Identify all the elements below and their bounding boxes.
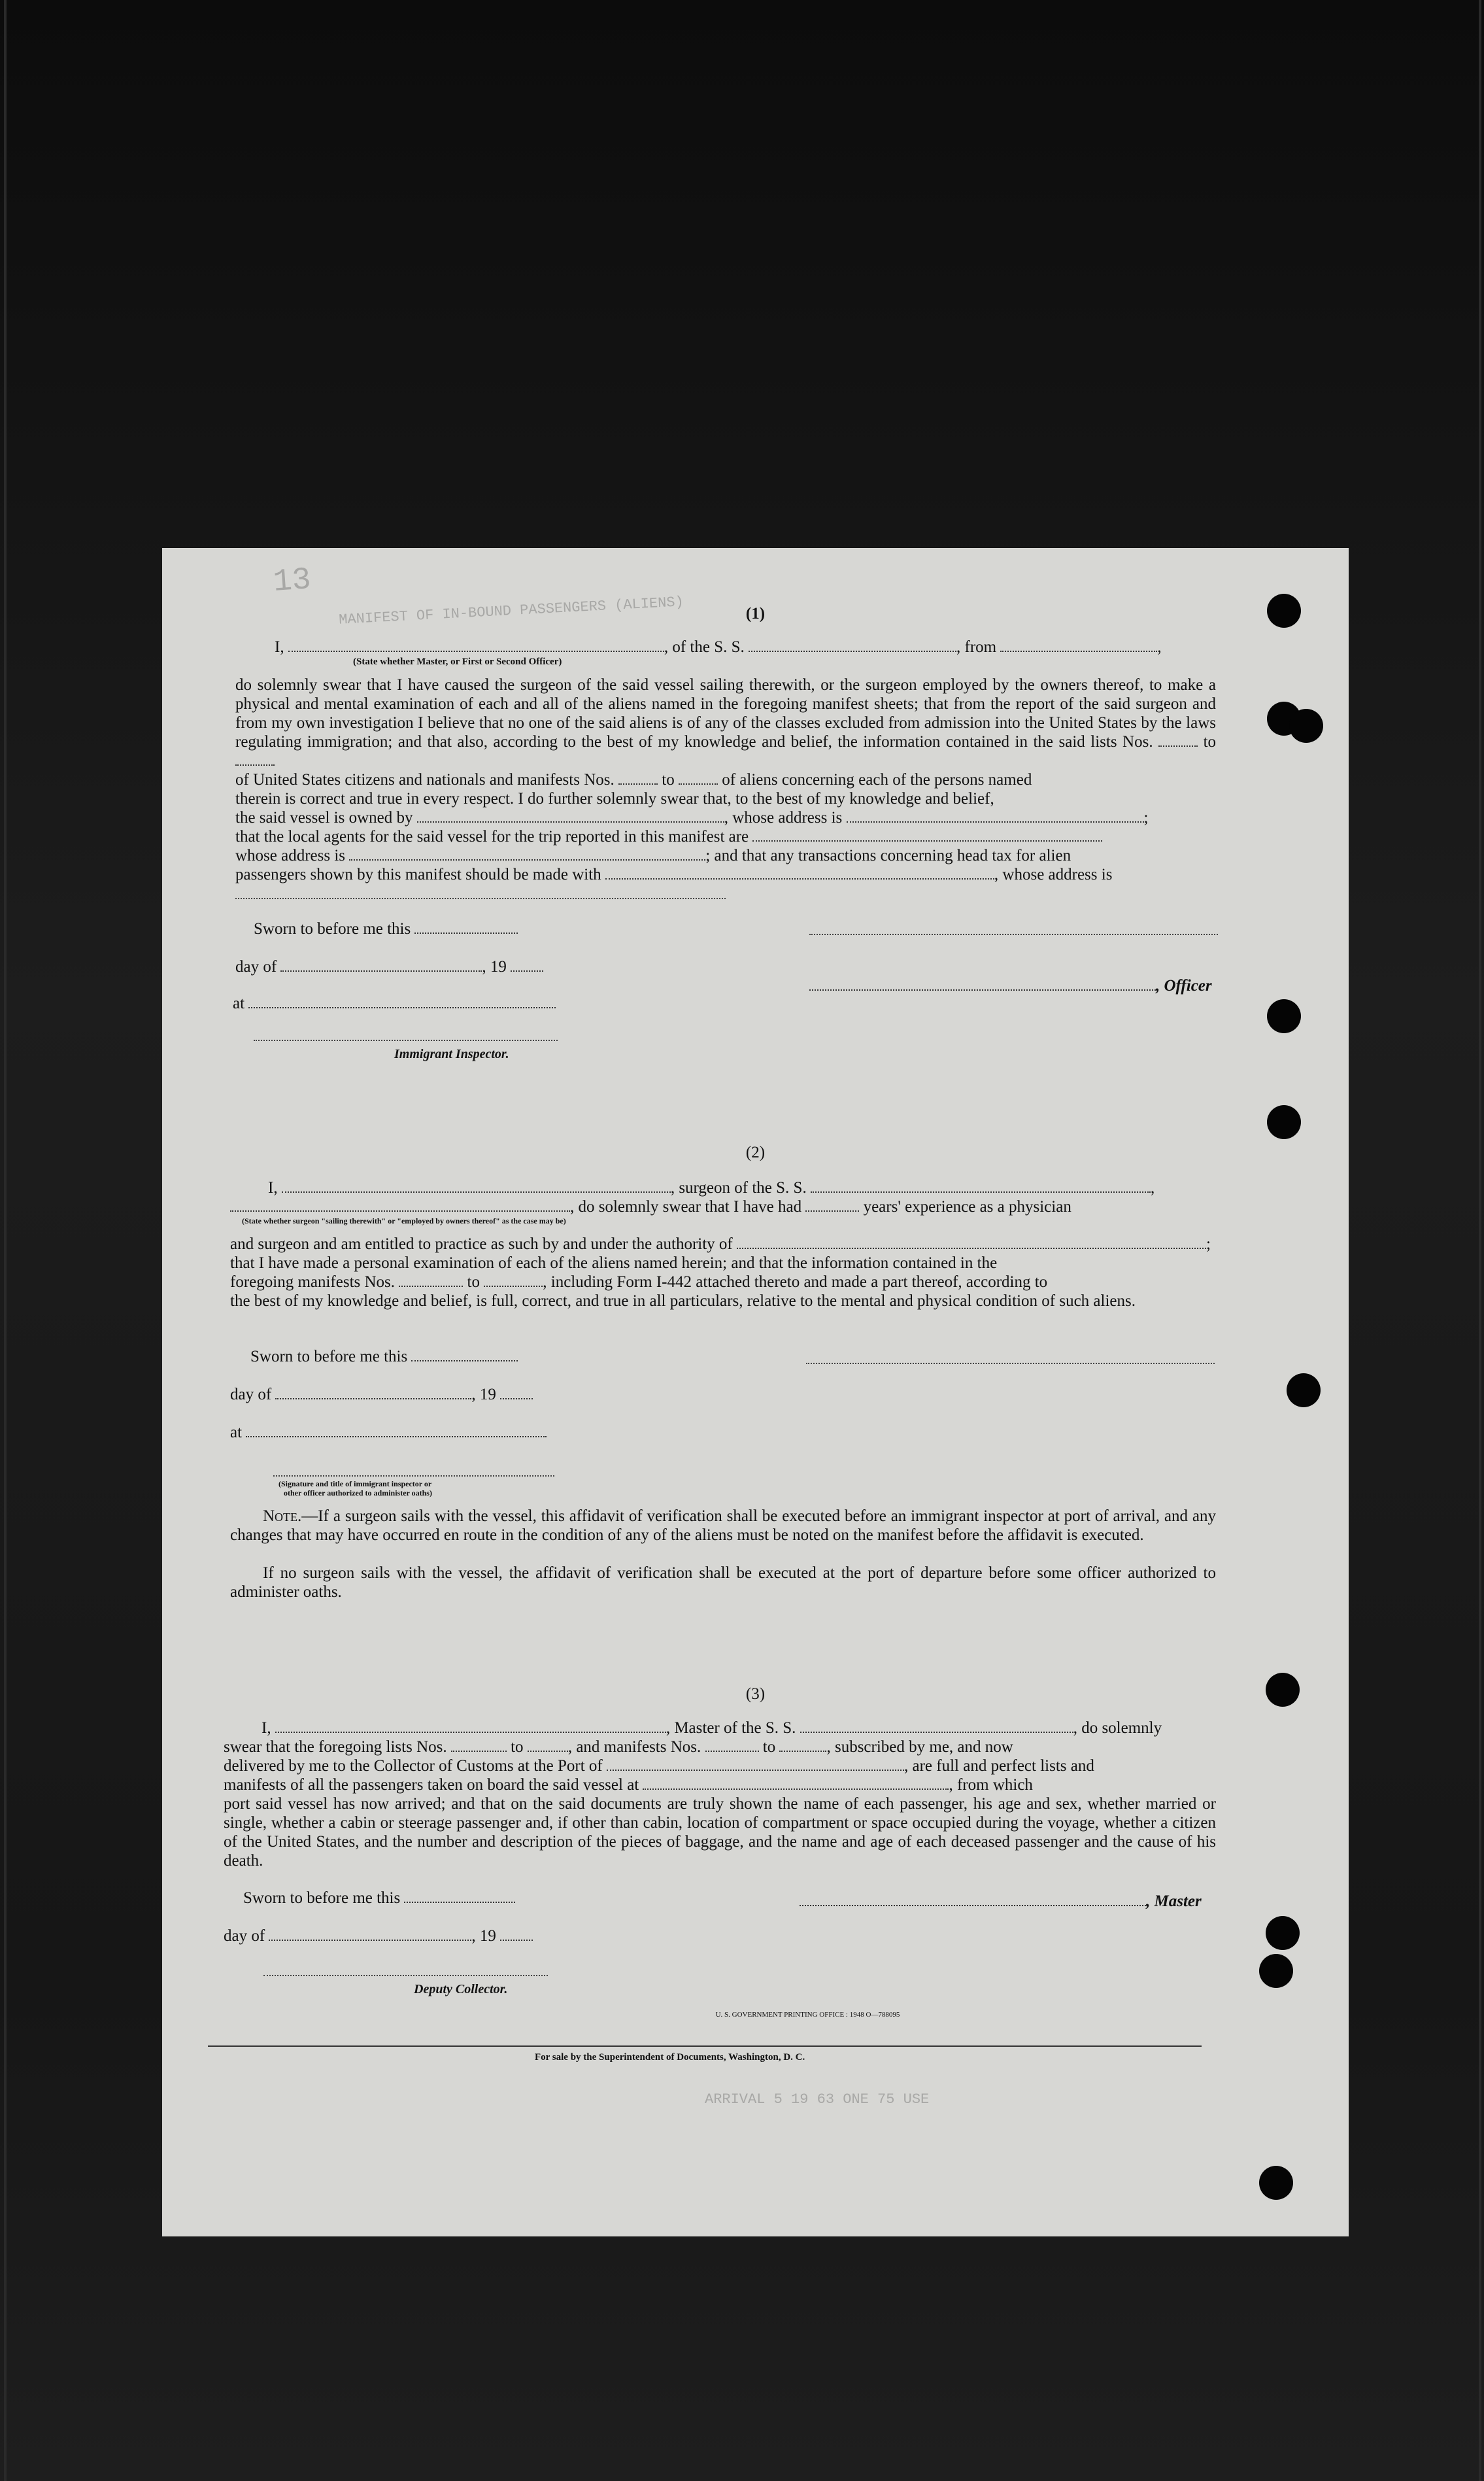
head-tax-address-field[interactable] (235, 897, 726, 899)
section-3-number: (3) (745, 1685, 766, 1703)
s2-sig-caption-2: other officer authorized to administer oaths) (284, 1488, 432, 1497)
punch-hole (1289, 709, 1323, 743)
s2-sworn-day-field[interactable] (411, 1348, 518, 1361)
manifests-from-field[interactable] (618, 772, 658, 785)
s3-day-of-line: day of , 19 (224, 1926, 533, 1945)
s3-lists-to-field[interactable] (528, 1739, 568, 1752)
master-name-field[interactable] (288, 639, 664, 652)
manifests-to-field[interactable] (679, 772, 718, 785)
frame-edge-left (4, 0, 7, 2481)
document-sheet (162, 548, 1349, 2236)
s3-deputy-caption: Deputy Collector. (414, 1982, 508, 1996)
punch-hole (1267, 999, 1301, 1033)
s1-whose-line: whose address is ; and that any transactions concerning head tax for alien (235, 847, 1071, 864)
punch-hole (1266, 1916, 1300, 1950)
s3-master-name-field[interactable] (275, 1720, 666, 1733)
s2-note-paragraph: Note.—If a surgeon sails with the vessel, this affidavit of verification shall be executed before an immigrant inspector at port of arrival, and any changes that may have occurred en route in the condition of any of the aliens must be noted on the manifest before the affidavit is executed. (230, 1507, 1216, 1544)
s3-line1: I, , Master of the S. S. , do solemnly (261, 1719, 1162, 1737)
s3-master-line: , Master (800, 1892, 1202, 1911)
s3-vessel-name-field[interactable] (800, 1720, 1073, 1733)
s3-manifests-from-field[interactable] (705, 1739, 759, 1752)
s1-line1: I, , of the S. S. , from , (275, 638, 1162, 656)
s1-officer-signature-field[interactable] (809, 978, 1156, 991)
gpo-imprint: U. S. GOVERNMENT PRINTING OFFICE : 1948 O—788095 (715, 2011, 900, 2019)
s3-lists-from-field[interactable] (451, 1739, 507, 1752)
local-agents-field[interactable] (752, 829, 1102, 842)
s1-body-paragraph: do solemnly swear that I have caused the surgeon of the said vessel sailing therewith, or the surgeon employed by the owners thereof, to make a physical and mental examination of each and all of the aliens named in the foregoing manifest sheets; that from the report of the said surgeon and from my own investigation I believe that no one of the said aliens is of any of the classes excluded from admission into the United States by the laws regulating immigration; and that also, according to the best of my knowledge and belief, the information contained in the said lists Nos. to (235, 676, 1216, 770)
s1-i-label: I, (275, 638, 284, 656)
surgeon-name-field[interactable] (282, 1180, 671, 1193)
s3-year-field[interactable] (500, 1928, 533, 1941)
s1-therein-line: therein is correct and true in every respect. I do further solemnly swear that, to the best of my knowledge and belief, (235, 790, 994, 808)
note-label: Note. (263, 1507, 302, 1525)
s1-passengers-line: passengers shown by this manifest should be made with , whose address is (235, 866, 1113, 883)
ghost-rear-stamp: ARRIVAL 5 19 63 ONE 75 USE (705, 2091, 930, 2108)
customs-port-field[interactable] (607, 1758, 904, 1771)
s1-officer-signature-line-top[interactable] (809, 933, 1218, 935)
s1-sworn-line: Sworn to before me this (254, 919, 518, 938)
s1-place-field[interactable] (248, 995, 556, 1008)
s2-foregoing-line: foregoing manifests Nos. to , including Form I-442 attached thereto and made a part thereof, according to (230, 1273, 1048, 1291)
head-tax-party-field[interactable] (605, 866, 994, 880)
punch-hole (1287, 1373, 1321, 1407)
s1-agents-line: that the local agents for the said vessel for the trip reported in this manifest are (235, 827, 1102, 846)
punch-hole (1267, 1105, 1301, 1139)
punch-hole (1259, 1954, 1293, 1988)
s1-of-ss-label: , of the S. S. (664, 638, 745, 656)
s1-year-field[interactable] (511, 959, 543, 972)
s1-from-label: , from (956, 638, 997, 656)
s1-month-field[interactable] (280, 959, 482, 972)
s2-line2: , do solemnly swear that I have had years' experience as a physician (230, 1197, 1071, 1216)
s3-month-field[interactable] (269, 1928, 471, 1941)
s2-at-line: at (230, 1423, 547, 1442)
s2-manifests-from-field[interactable] (399, 1274, 463, 1287)
s1-day-of-line: day of , 19 (235, 957, 543, 976)
s3-manifests-to-field[interactable] (779, 1739, 826, 1752)
s1-sworn-day-field[interactable] (414, 921, 518, 934)
s2-line3: and surgeon and am entitled to practice as such by and under the authority of ; (230, 1235, 1211, 1253)
s1-citizens-line: of United States citizens and nationals and manifests Nos. to of aliens concerning each of the persons named (235, 771, 1032, 789)
licensing-authority-field[interactable] (737, 1236, 1206, 1249)
ghost-stamp-number: 13 (272, 562, 312, 600)
s2-vessel-name-field[interactable] (811, 1180, 1151, 1193)
s2-place-field[interactable] (246, 1424, 547, 1437)
ghost-header-stamp: MANIFEST OF IN-BOUND PASSENGERS (ALIENS) (338, 594, 684, 628)
s2-day-of-line: day of , 19 (230, 1385, 533, 1404)
s3-sworn-line: Sworn to before me this (243, 1889, 515, 1908)
s2-sig-caption-1: (Signature and title of immigrant inspector or (278, 1479, 432, 1488)
departure-port-field[interactable] (1000, 639, 1157, 652)
vessel-owner-field[interactable] (417, 810, 724, 823)
s2-sworn-line: Sworn to before me this (250, 1347, 518, 1366)
s3-line3: delivered by me to the Collector of Customs at the Port of , are full and perfect lists and (224, 1757, 1094, 1775)
s3-master-signature-field[interactable] (800, 1893, 1146, 1906)
section-1-number: (1) (745, 605, 766, 623)
embarkation-port-field[interactable] (643, 1777, 949, 1790)
sale-notice: For sale by the Superintendent of Documents, Washington, D. C. (535, 2052, 805, 2062)
s2-year-field[interactable] (500, 1386, 533, 1399)
s1-officer-line: , Officer (809, 976, 1212, 995)
punch-hole (1259, 2166, 1293, 2200)
footer-rule (208, 2045, 1202, 2047)
s1-inspector-caption: Immigrant Inspector. (394, 1047, 509, 1061)
s1-inspector-signature-line[interactable] (254, 1038, 558, 1041)
s3-line2: swear that the foregoing lists Nos. to , and manifests Nos. to , subscribed by me, and now (224, 1738, 1013, 1756)
lists-from-field[interactable] (1158, 734, 1198, 747)
s2-inspector-signature-line[interactable] (273, 1474, 554, 1477)
vessel-name-field[interactable] (749, 639, 956, 652)
s1-owned-line: the said vessel is owned by , whose address is ; (235, 809, 1149, 827)
agent-address-field[interactable] (349, 847, 705, 861)
s2-line1: I, , surgeon of the S. S. , (268, 1179, 1155, 1197)
s2-surgeon-signature-line[interactable] (806, 1361, 1215, 1364)
s2-month-field[interactable] (275, 1386, 471, 1399)
lists-to-field[interactable] (235, 753, 275, 766)
s2-manifests-to-field[interactable] (484, 1274, 543, 1287)
section-2-number: (2) (745, 1144, 766, 1161)
s2-under-name-caption: (State whether surgeon "sailing therewith" or "employed by owners thereof" as the case may be) (242, 1216, 566, 1225)
s1-at-line: at (233, 994, 556, 1013)
s2-body-line: that I have made a personal examination of each of the aliens named herein; and that the information contained in the (230, 1254, 998, 1272)
s3-deputy-signature-line[interactable] (263, 1974, 548, 1976)
surgeon-status-field[interactable] (230, 1199, 570, 1212)
s3-body-paragraph: port said vessel has now arrived; and that on the said documents are truly shown the name of each passenger, his age and sex, whether married or single, whether a cabin or steerage passenger and, if other than cabin, location of compartment or space occupied during the voyage, whether a citizen of the United States, and the number and description of the pieces of baggage, and the name and age of each deceased passenger and the cause of his death. (224, 1795, 1216, 1870)
s3-line4: manifests of all the passengers taken on board the said vessel at , from which (224, 1776, 1033, 1794)
owner-address-field[interactable] (847, 810, 1144, 823)
frame-edge-right (1479, 0, 1481, 2481)
s1-under-name-caption: (State whether Master, or First or Second Officer) (353, 657, 562, 667)
years-experience-field[interactable] (805, 1199, 859, 1212)
s2-body2-paragraph: the best of my knowledge and belief, is full, correct, and true in all particulars, relative to the mental and physical condition of such aliens. (230, 1292, 1136, 1310)
s3-sworn-day-field[interactable] (404, 1890, 515, 1903)
s2-note2-paragraph: If no surgeon sails with the vessel, the affidavit of verification shall be executed at the port of departure before some officer authorized to administer oaths. (230, 1564, 1216, 1601)
